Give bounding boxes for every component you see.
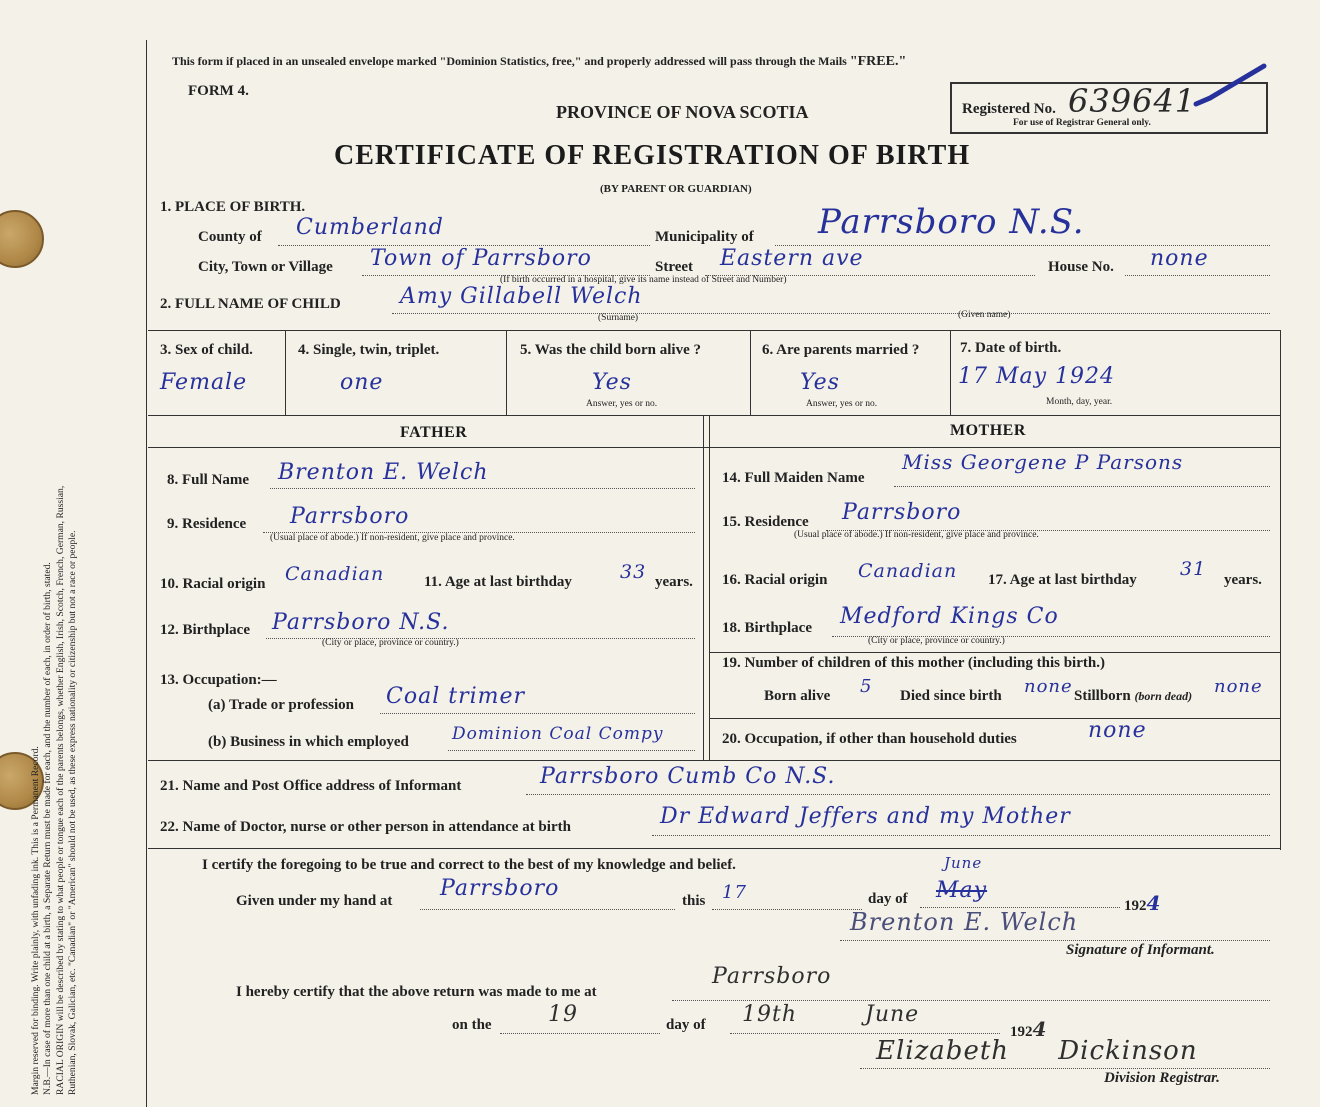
- registrar-month-value: 19th June: [742, 1002, 920, 1027]
- sex-value: Female: [160, 370, 248, 395]
- registrar-year-value: 4: [1032, 1017, 1048, 1041]
- father-name-line: [270, 488, 695, 489]
- registrar-day-value: 19: [548, 1002, 578, 1027]
- informant-label: 21. Name and Post Office address of Informant: [160, 778, 462, 794]
- parent-divider-2: [709, 415, 710, 760]
- died-label: Died since birth: [900, 688, 1002, 704]
- father-occupation-label: 13. Occupation:—: [160, 672, 277, 688]
- ink-check-mark: [1190, 60, 1270, 110]
- child-name-line: [392, 313, 1270, 314]
- mail-notice: This form if placed in an unsealed envelope marked "Dominion Statistics, free," and properly addressed will pass through the Mails "FREE.": [172, 54, 907, 69]
- municipality-value: Parrsboro N.S.: [818, 202, 1085, 242]
- attendant-line: [652, 835, 1270, 836]
- given-place-line: [420, 909, 675, 910]
- father-name-label: 8. Full Name: [167, 472, 250, 488]
- municipality-label: Municipality of: [655, 229, 754, 245]
- registered-number: 639641: [1068, 82, 1197, 120]
- registrar-signature: Elizabeth Dickinson: [876, 1036, 1198, 1066]
- child-name-value: Amy Gillabell Welch: [400, 284, 643, 309]
- col-rule-2: [506, 330, 507, 415]
- registrar-place-value: Parrsboro: [712, 964, 832, 989]
- province-heading: PROVINCE OF NOVA SCOTIA: [556, 102, 809, 122]
- mother-birthplace-label: 18. Birthplace: [722, 620, 812, 636]
- mother-age-unit: years.: [1224, 572, 1262, 588]
- year-value: 4: [1146, 891, 1162, 915]
- father-trade-label: (a) Trade or profession: [208, 697, 354, 713]
- this-label: this: [682, 893, 706, 909]
- died-value: none: [1024, 676, 1073, 697]
- street-note: (If birth occurred in a hospital, give its name instead of Street and Number): [500, 275, 787, 285]
- day-of-label: day of: [868, 891, 908, 907]
- certification-statement: I certify the foregoing to be true and correct to the best of my knowledge and belief.: [202, 857, 736, 873]
- mother-birthplace-note: (City or place, province or country.): [868, 636, 1005, 646]
- signature-line: [840, 940, 1270, 941]
- plurality-value: one: [340, 370, 384, 395]
- parents-bottom-rule: [148, 760, 1280, 761]
- mother-heading: MOTHER: [950, 422, 1026, 439]
- married-note: Answer, yes or no.: [806, 399, 878, 409]
- parent-divider: [703, 415, 704, 760]
- mother-origin-value: Canadian: [858, 560, 958, 582]
- mother-children-rule: [709, 652, 1280, 653]
- plurality-label: 4. Single, twin, triplet.: [298, 342, 440, 358]
- given-label: Given under my hand at: [236, 893, 393, 909]
- day-value: 17: [722, 882, 747, 903]
- mother-residence-note: (Usual place of abode.) If non-resident, give place and province.: [794, 530, 1039, 540]
- father-origin-label: 10. Racial origin: [160, 576, 266, 592]
- registrar-day-line: [500, 1033, 660, 1034]
- father-business-value: Dominion Coal Compy: [452, 724, 664, 744]
- father-birthplace-label: 12. Birthplace: [160, 622, 250, 638]
- page-title: CERTIFICATE OF REGISTRATION OF BIRTH: [334, 140, 971, 171]
- margin-note-line: RACIAL ORIGIN will be described by stating to what people or tongue each of the parents belongs, whether English, Irish, Scotch, French, German, Russian,: [54, 485, 66, 1095]
- father-heading: FATHER: [400, 424, 468, 441]
- informant-value: Parrsboro Cumb Co N.S.: [540, 764, 836, 789]
- cert-top-rule: [148, 848, 1280, 849]
- father-business-label: (b) Business in which employed: [208, 734, 409, 750]
- signature-informant-label: Signature of Informant.: [1066, 942, 1215, 958]
- mother-name-line: [894, 486, 1270, 487]
- county-label: County of: [198, 229, 262, 245]
- mother-name-label: 14. Full Maiden Name: [722, 470, 865, 486]
- mother-residence-value: Parrsboro: [842, 500, 962, 525]
- house-value: none: [1150, 246, 1209, 271]
- married-value: Yes: [800, 370, 840, 395]
- born-alive-label: Born alive: [764, 688, 831, 704]
- mother-occupation-rule: [709, 718, 1280, 719]
- heading-rule: [148, 447, 1280, 448]
- col-rule-1: [285, 330, 286, 415]
- stillborn-value: none: [1214, 676, 1263, 697]
- dob-label: 7. Date of birth.: [960, 340, 1062, 356]
- father-age-label: 11. Age at last birthday: [424, 574, 572, 590]
- month-value: May: [936, 878, 988, 903]
- dob-value: 17 May 1924: [958, 364, 1116, 389]
- mother-birthplace-value: Medford Kings Co: [840, 604, 1059, 629]
- stillborn-note: (born dead): [1134, 689, 1193, 703]
- division-registrar-label: Division Registrar.: [1104, 1070, 1220, 1086]
- house-line: [1125, 275, 1270, 276]
- father-name-value: Brenton E. Welch: [278, 460, 489, 485]
- margin-rule: [146, 40, 147, 1107]
- mother-children-label: 19. Number of children of this mother (including this birth.): [722, 655, 1105, 671]
- father-birthplace-note: (City or place, province or country.): [322, 638, 459, 648]
- mother-occupation-value: none: [1088, 718, 1147, 743]
- registrar-day-of-label: day of: [666, 1017, 706, 1033]
- dob-note: Month, day, year.: [1046, 397, 1113, 407]
- day-line: [712, 909, 862, 910]
- registered-label: Registered No.: [962, 101, 1056, 117]
- registrar-month-line: [730, 1033, 1000, 1034]
- informant-line: [526, 794, 1270, 795]
- informant-signature: Brenton E. Welch: [850, 908, 1079, 936]
- married-label: 6. Are parents married ?: [762, 342, 920, 358]
- born-alive-value: 5: [860, 676, 873, 697]
- col-rule-3: [750, 330, 751, 415]
- month-correction-value: June: [944, 854, 983, 872]
- mother-occupation-label: 20. Occupation, if other than household duties: [722, 731, 1017, 747]
- father-age-value: 33: [620, 561, 647, 583]
- father-business-line: [448, 750, 695, 751]
- city-label: City, Town or Village: [198, 259, 333, 275]
- margin-notes: [30, 35, 80, 1095]
- form-number: FORM 4.: [188, 83, 249, 99]
- stillborn-label: Stillborn (born dead): [1074, 688, 1193, 704]
- mother-name-value: Miss Georgene P Parsons: [902, 450, 1184, 474]
- mother-age-label: 17. Age at last birthday: [988, 572, 1137, 588]
- street-value: Eastern ave: [720, 246, 864, 271]
- city-value: Town of Parrsboro: [370, 246, 592, 271]
- alive-label: 5. Was the child born alive ?: [520, 342, 701, 358]
- col-rule-4: [950, 330, 951, 415]
- margin-note-line: Margin reserved for binding. Write plainly, with unfading ink. This is a Permanent Record.: [30, 746, 41, 1095]
- registrar-statement: I hereby certify that the above return was made to me at: [236, 984, 597, 1000]
- attendant-label: 22. Name of Doctor, nurse or other person in attendance at birth: [160, 819, 571, 835]
- registrar-place-line: [672, 1000, 1270, 1001]
- table-mid-rule: [148, 415, 1280, 416]
- father-age-unit: years.: [655, 574, 693, 590]
- given-place-value: Parrsboro: [440, 876, 560, 901]
- mother-age-value: 31: [1180, 558, 1207, 580]
- mother-origin-label: 16. Racial origin: [722, 572, 828, 588]
- alive-value: Yes: [592, 370, 632, 395]
- registrar-note: For use of Registrar General only.: [1013, 118, 1151, 128]
- attendant-value: Dr Edward Jeffers and my Mother: [660, 804, 1071, 829]
- registrar-signature-line: [860, 1068, 1270, 1069]
- sex-label: 3. Sex of child.: [160, 342, 253, 358]
- on-the-label: on the: [452, 1017, 492, 1033]
- county-value: Cumberland: [296, 215, 444, 240]
- house-label: House No.: [1048, 259, 1114, 275]
- margin-note-line: Ruthenian, Slovak, Galician, etc. "Canadian" or "American" should not be used, as these express nationality or citizenship but not a race or people.: [67, 530, 79, 1095]
- father-trade-value: Coal trimer: [386, 684, 526, 709]
- surname-note: (Surname): [598, 313, 639, 323]
- street-label: Street: [655, 259, 694, 275]
- year-label: 1924: [1124, 891, 1162, 915]
- table-top-rule: [148, 330, 1280, 331]
- given-name-note: (Given name): [958, 310, 1011, 320]
- father-residence-label: 9. Residence: [167, 516, 247, 532]
- margin-note-line: N.B.—In case of more than one child at a birth, a Separate Return must be made for each, and the number of each, in order of birth, stated.: [42, 562, 54, 1095]
- father-residence-note: (Usual place of abode.) If non-resident, give place and province.: [270, 533, 515, 543]
- father-origin-value: Canadian: [285, 563, 385, 585]
- father-residence-value: Parrsboro: [290, 504, 410, 529]
- page-subtitle: (BY PARENT OR GUARDIAN): [600, 183, 752, 195]
- child-name-label: 2. FULL NAME OF CHILD: [160, 296, 341, 312]
- mother-residence-label: 15. Residence: [722, 514, 809, 530]
- father-birthplace-value: Parrsboro N.S.: [272, 610, 450, 635]
- registrar-year-label: 1924: [1010, 1017, 1048, 1041]
- alive-note: Answer, yes or no.: [586, 399, 658, 409]
- father-trade-line: [380, 713, 695, 714]
- form-border-right: [1280, 330, 1281, 850]
- place-of-birth-label: 1. PLACE OF BIRTH.: [160, 199, 306, 215]
